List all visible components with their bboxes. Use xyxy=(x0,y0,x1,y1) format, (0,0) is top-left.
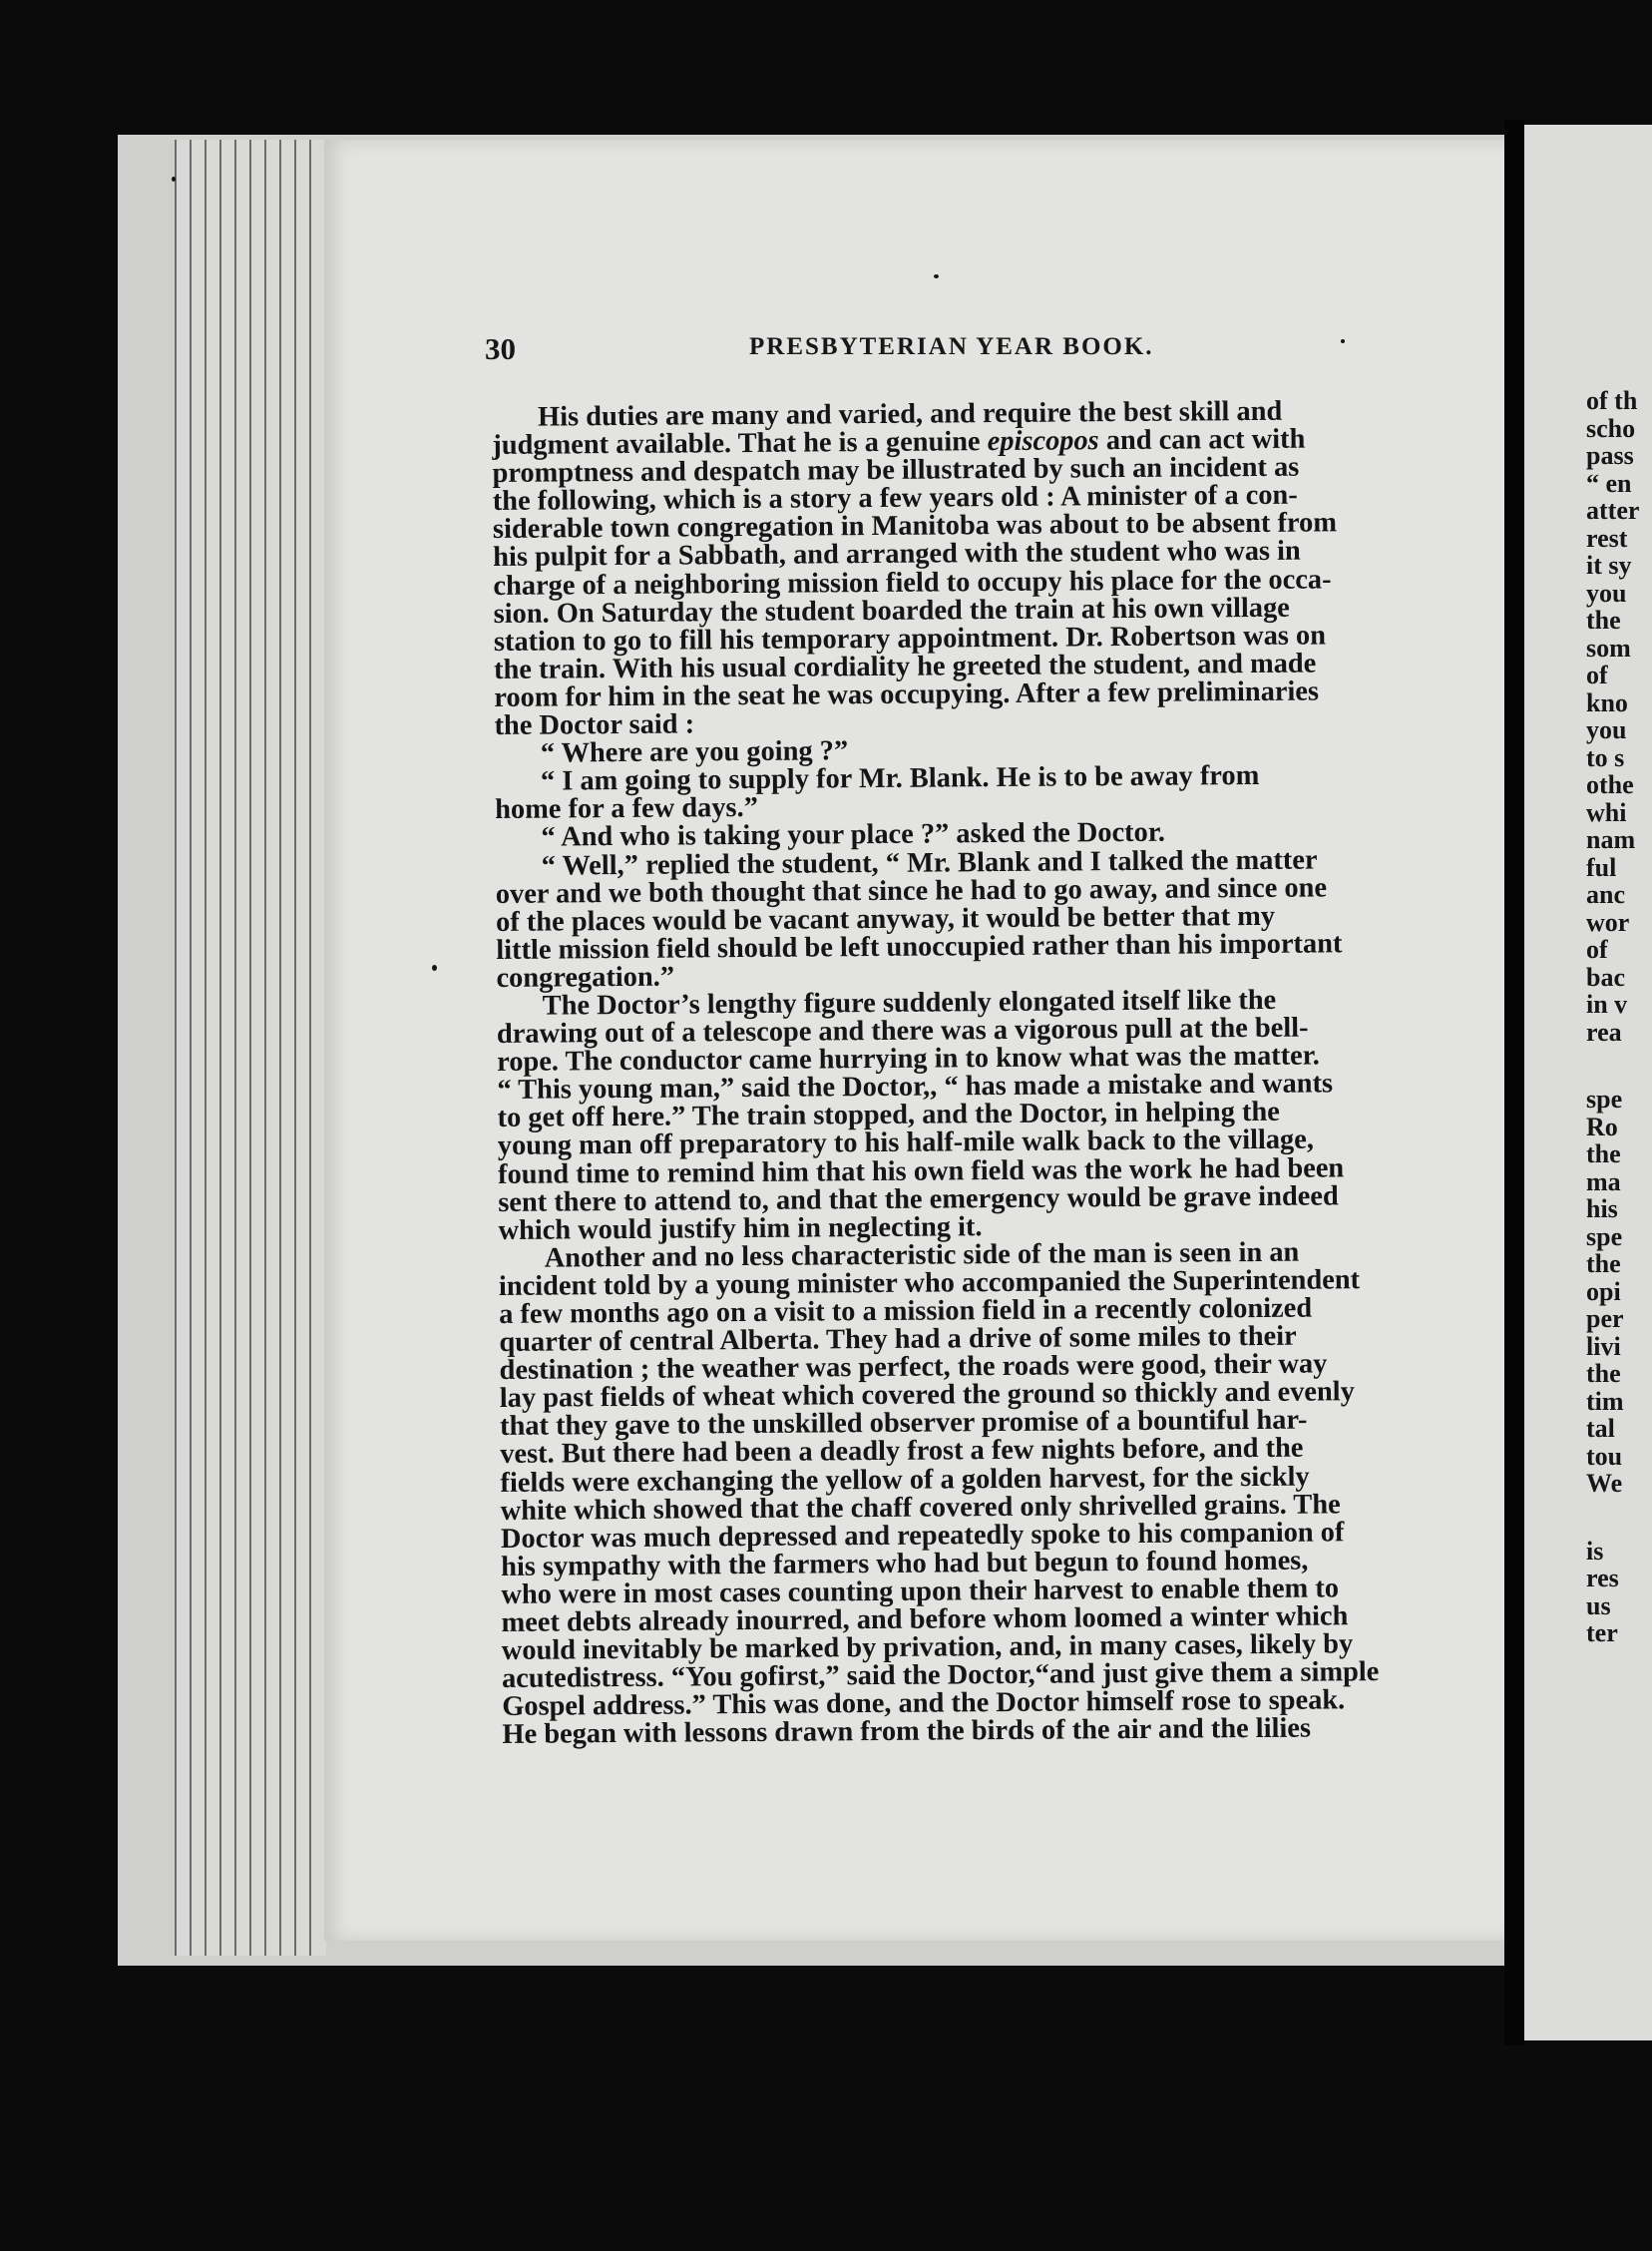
text-line: his pulpit for a Sabbath, and arranged with the student who was in xyxy=(493,536,1301,574)
right-fragment: “ en xyxy=(1586,468,1632,498)
right-fragment: som xyxy=(1586,633,1631,663)
right-fragment: whi xyxy=(1586,797,1627,827)
right-fragment: kno xyxy=(1586,687,1628,717)
right-fragment: you xyxy=(1586,578,1627,608)
right-fragment: othe xyxy=(1586,770,1634,799)
right-fragment: rest xyxy=(1586,523,1628,553)
text-line: siderable town congregation in Manitoba was about to be absent from xyxy=(492,507,1338,546)
right-fragment: nam xyxy=(1586,825,1636,854)
text-line: Another and no less characteristic side of the man is seen in an xyxy=(544,1236,1300,1274)
right-fragment: scho xyxy=(1586,413,1636,443)
right-fragment: the xyxy=(1586,1249,1621,1278)
text-line: sent there to attend to, and that the emergency would be grave indeed xyxy=(498,1179,1339,1218)
text-line: young man off preparatory to his half-mile walk back to the village, xyxy=(497,1124,1315,1162)
text-line: would inevitably be marked by privation, and, in many cases, likely by xyxy=(501,1628,1354,1667)
text-line: who were in most cases counting upon their harvest to enable them to xyxy=(501,1573,1340,1610)
text-line: station to go to fill his temporary appointment. Dr. Robertson was on xyxy=(493,620,1327,658)
right-fragment: is xyxy=(1586,1536,1604,1566)
text-line: little mission field should be left unoccupied rather than his important xyxy=(496,928,1343,966)
right-fragment: ma xyxy=(1586,1166,1621,1196)
text-line: “ I am going to supply for Mr. Blank. He is to be away from xyxy=(540,760,1260,797)
text-line: sion. On Saturday the student boarded the train at his own village xyxy=(493,592,1290,630)
text-line: the train. With his usual cordiality he greeted the student, and made xyxy=(493,648,1317,685)
text-line: the following, which is a story a few years old : A minister of a con- xyxy=(492,479,1298,518)
right-paragraph-gap xyxy=(1586,1498,1652,1538)
text-line: of the places would be vacant anyway, it would be better that my xyxy=(495,900,1276,938)
right-fragment: res xyxy=(1586,1564,1619,1592)
dust-speck xyxy=(432,965,437,971)
text-line: His duties are many and varied, and require the best skill and xyxy=(537,395,1283,433)
right-fragment: We xyxy=(1586,1469,1623,1498)
text-line: congregation.” xyxy=(496,961,675,994)
text-line: promptness and despatch may be illustrated by such an incident as xyxy=(492,451,1300,490)
text-line: over and we both thought that since he had to go away, and since one xyxy=(495,872,1328,910)
text-line: lay past fields of wheat which covered the ground so thickly and evenly xyxy=(499,1376,1355,1415)
right-fragment: livi xyxy=(1586,1331,1621,1361)
right-fragment: opi xyxy=(1586,1276,1621,1306)
right-fragment: of xyxy=(1586,935,1608,964)
right-fragment: his xyxy=(1586,1194,1618,1223)
right-fragment: it sy xyxy=(1586,551,1632,580)
right-fragment: tou xyxy=(1586,1441,1623,1471)
right-page-text-fragments xyxy=(1586,387,1652,1647)
right-fragment: anc xyxy=(1586,880,1625,909)
text-line: vest. But there had been a deadly frost a few nights before, and the xyxy=(500,1433,1304,1471)
text-line: Doctor was much depressed and repeatedly spoke to his companion of xyxy=(500,1517,1345,1555)
main-text-block xyxy=(492,396,1460,1749)
text-line: home for a few days.” xyxy=(495,792,758,826)
text-line: acutedistress. “You gofirst,” said the Doctor,“and just give them a simple xyxy=(501,1656,1380,1695)
right-fragment: rea xyxy=(1586,1017,1622,1047)
page-number: 30 xyxy=(485,331,516,366)
text-line: a few months ago on a visit to a mission field in a recently colonized xyxy=(499,1292,1313,1330)
right-fragment: per xyxy=(1586,1304,1624,1333)
text-line: rope. The conductor came hurrying in to know what was the matter. xyxy=(497,1040,1320,1079)
text-line: room for him in the seat he was occupying. After a few preliminaries xyxy=(494,675,1320,713)
running-head: PRESBYTERIAN YEAR BOOK. xyxy=(749,333,1154,360)
text-line: his sympathy with the farmers who had but begun to found homes, xyxy=(501,1545,1309,1582)
right-fragment: the xyxy=(1586,606,1621,635)
right-fragment: tal xyxy=(1586,1414,1615,1443)
text-line: to get off here.” The train stopped, and the Doctor, in helping the xyxy=(497,1097,1280,1134)
text-line-end: and can act with xyxy=(1098,423,1306,457)
text-line-start: judgment available. That he is a genuine xyxy=(492,426,988,462)
text-line: fields were exchanging the yellow of a golden harvest, for the sickly xyxy=(500,1461,1310,1499)
text-line: drawing out of a telescope and there was a vigorous pull at the bell- xyxy=(496,1012,1309,1051)
book-gutter xyxy=(1504,120,1524,2045)
italic-word: episcopos xyxy=(987,425,1099,458)
right-fragment: ful xyxy=(1586,852,1617,882)
right-paragraph-gap xyxy=(1586,1046,1652,1086)
text-line: “ This young man,” said the Doctor,, “ has made a mistake and wants xyxy=(497,1068,1334,1107)
text-line: The Doctor’s lengthy figure suddenly elongated itself like the xyxy=(542,984,1277,1022)
text-line: that they gave to the unskilled observer promise of a bountiful har- xyxy=(499,1404,1308,1443)
right-fragment: of th xyxy=(1586,387,1638,415)
text-line: “ And who is taking your place ?” asked the Doctor. xyxy=(541,817,1165,854)
right-fragment: atter xyxy=(1586,496,1640,525)
text-line: destination ; the weather was perfect, the roads were good, their way xyxy=(499,1348,1328,1387)
page-header xyxy=(485,331,1433,371)
right-fragment: in v xyxy=(1586,990,1628,1019)
right-fragment: of xyxy=(1586,661,1608,689)
right-fragment: ter xyxy=(1586,1618,1618,1647)
text-line: charge of a neighboring mission field to occupy his place for the occa- xyxy=(493,563,1332,602)
right-fragment: you xyxy=(1586,715,1627,744)
text-line: “ Well,” replied the student, “ Mr. Blank and I talked the matter xyxy=(541,844,1318,882)
right-fragment: Ro xyxy=(1586,1112,1618,1141)
right-fragment: bac xyxy=(1586,962,1625,992)
text-line: incident told by a young minister who accompanied the Superintendent xyxy=(498,1264,1361,1302)
text-line: found time to remind him that his own field was the work he had been xyxy=(497,1151,1345,1190)
text-line: white which showed that the chaff covered only shrivelled grains. The xyxy=(500,1489,1341,1527)
text-line: Gospel address.” This was done, and the Doctor himself rose to speak. xyxy=(502,1684,1346,1723)
text-line: “ Where are you going ?” xyxy=(540,735,849,769)
right-fragment: wor xyxy=(1586,907,1630,937)
text-line: He began with lessons drawn from the birds of the air and the lilies xyxy=(502,1713,1312,1751)
right-fragment: spe xyxy=(1586,1085,1623,1114)
dust-speck xyxy=(934,274,939,278)
right-fragment: to s xyxy=(1586,742,1625,772)
text-line: meet debts already inourred, and before whom loomed a winter which xyxy=(501,1600,1349,1638)
right-fragment: tim xyxy=(1586,1386,1624,1416)
text-line: quarter of central Alberta. They had a drive of some miles to their xyxy=(499,1320,1297,1359)
right-fragment: pass xyxy=(1586,441,1634,470)
right-fragment: spe xyxy=(1586,1221,1623,1251)
right-fragment: us xyxy=(1586,1590,1611,1620)
text-line: which would justify him in neglecting it. xyxy=(498,1210,983,1246)
dust-speck xyxy=(172,177,176,182)
right-fragment: the xyxy=(1586,1139,1621,1168)
text-line: the Doctor said : xyxy=(494,708,695,742)
right-fragment: the xyxy=(1586,1359,1621,1388)
